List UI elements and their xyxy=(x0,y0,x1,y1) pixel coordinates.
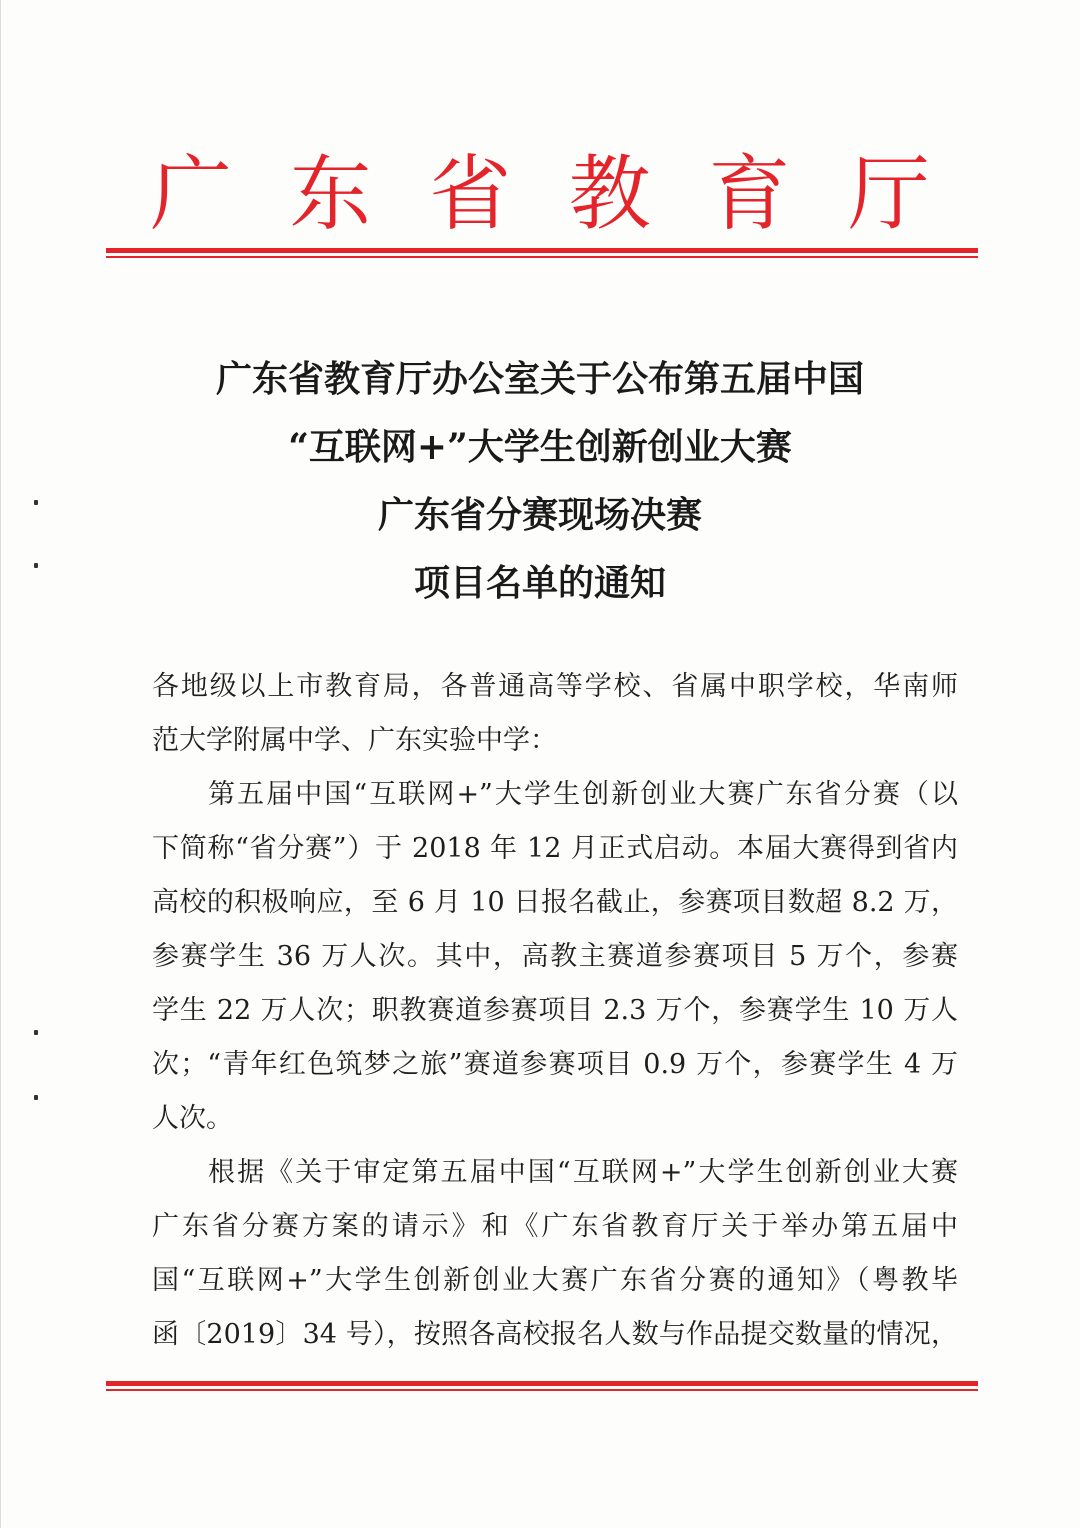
org-char-5: 育 xyxy=(708,147,791,242)
body-line-1: 各地级以上市教育局，各普通高等学校、省属中职学校，华南师 xyxy=(152,671,958,702)
page-edge xyxy=(0,0,1,1528)
title-line-4: 项目名单的通知 xyxy=(413,562,666,604)
body-line-4: 下简称“省分赛”）于 2018 年 12 月正式启动。本届大赛得到省内 xyxy=(152,833,958,864)
document-body xyxy=(152,660,958,1362)
scan-speck xyxy=(34,1030,38,1035)
body-line-12: 国“互联网+”大学生创新创业大赛广东省分赛的通知》（粤教毕 xyxy=(152,1265,958,1296)
footer-rule-thin xyxy=(106,1389,978,1391)
header-red-rule xyxy=(106,248,978,258)
scan-speck xyxy=(34,500,38,505)
body-line-5: 高校的积极响应，至 6 月 10 日报名截止，参赛项目数超 8.2 万， xyxy=(152,887,958,918)
title-line-3: 广东省分赛现场决赛 xyxy=(377,494,702,536)
body-line-2: 范大学附属中学、广东实验中学： xyxy=(152,725,557,756)
body-line-9: 人次。 xyxy=(152,1103,233,1134)
title-line-1: 广东省教育厅办公室关于公布第五届中国 xyxy=(215,358,864,400)
body-line-13: 函〔2019〕34 号），按照各高校报名人数与作品提交数量的情况， xyxy=(152,1319,958,1350)
body-line-10: 根据《关于审定第五届中国“互联网+”大学生创新创业大赛 xyxy=(208,1157,958,1188)
org-header xyxy=(100,140,980,250)
document-title xyxy=(120,345,960,617)
org-char-3: 省 xyxy=(429,147,512,242)
org-char-4: 教 xyxy=(568,147,651,242)
body-line-7: 学生 22 万人次；职教赛道参赛项目 2.3 万个，参赛学生 10 万人 xyxy=(152,995,958,1026)
header-rule-thin xyxy=(106,256,978,258)
footer-red-rule xyxy=(106,1381,978,1391)
body-line-8: 次；“青年红色筑梦之旅”赛道参赛项目 0.9 万个，参赛学生 4 万 xyxy=(152,1049,958,1080)
body-line-6: 参赛学生 36 万人次。其中，高教主赛道参赛项目 5 万个，参赛 xyxy=(152,941,958,972)
body-line-11: 广东省分赛方案的请示》和《广东省教育厅关于举办第五届中 xyxy=(152,1211,958,1242)
scan-speck xyxy=(34,563,38,568)
body-line-3: 第五届中国“互联网+”大学生创新创业大赛广东省分赛（以 xyxy=(208,779,958,810)
org-char-1: 广 xyxy=(150,147,233,242)
org-char-2: 东 xyxy=(289,147,372,242)
scan-speck xyxy=(34,1095,38,1100)
org-char-6: 厅 xyxy=(847,147,930,242)
title-line-2: “互联网+”大学生创新创业大赛 xyxy=(288,426,792,468)
